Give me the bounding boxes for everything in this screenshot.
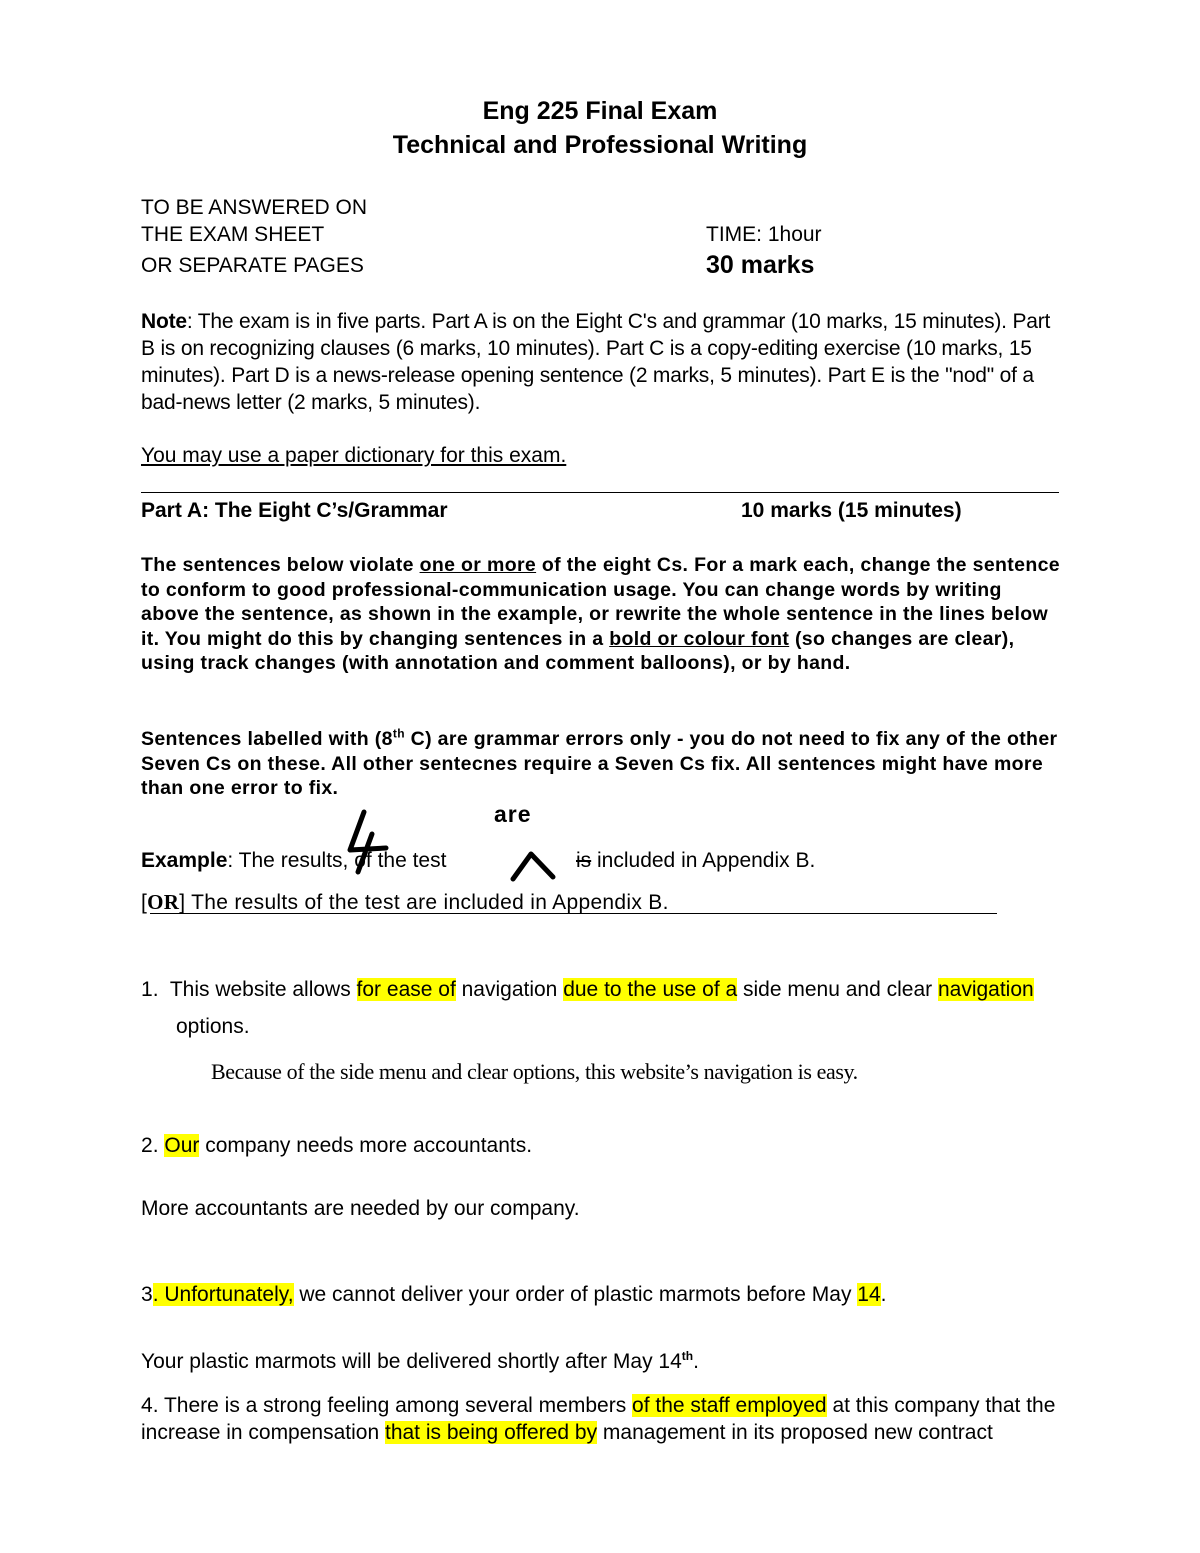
grammar-note-text-2: C) are grammar errors only - you do not need to fix any of the other Seven Cs on these. All other sentecnes require a Seven Cs fix. All sentences might have more than one error to fix. xyxy=(141,728,1058,800)
question-number: 4 xyxy=(141,1394,153,1417)
grammar-note xyxy=(141,727,1061,801)
exam-subtitle: Technical and Professional Writing xyxy=(392,131,808,159)
exam-marks: 30 marks xyxy=(706,251,815,279)
answer-instruction-1: TO BE ANSWERED ON xyxy=(141,196,367,219)
question-number: 2 xyxy=(141,1134,153,1157)
note-text: : The exam is in five parts. Part A is on the Eight C's and grammar (10 marks, 15 minutes). Part B is on recognizing clauses (6 marks, 10 minutes). Part C is a copy-editing exercise (10 marks, 15 minutes). Part D is a news-release opening sentence (2 marks, 5 minutes). Part E is the "nod" of a bad-news letter (2 marks, 5 minutes). xyxy=(141,310,1051,414)
q1-text-1: This website allows xyxy=(169,978,357,1001)
q4-text-3: management in its proposed new contract xyxy=(597,1421,993,1444)
instructions-underlined-1: one or more xyxy=(419,554,537,576)
q1-highlight-2: due to the use of a xyxy=(563,978,738,1001)
struck-word: is xyxy=(576,849,592,872)
q3-answer-end: . xyxy=(693,1350,699,1373)
grammar-note-sup: th xyxy=(392,726,405,741)
question-1-answer: Because of the side menu and clear options, this website’s navigation is easy. xyxy=(211,1059,858,1084)
q2-text-1: company needs more accountants. xyxy=(199,1134,533,1157)
q3-highlight-2: 14 xyxy=(857,1283,881,1306)
q3-text-1: we cannot deliver your order of plastic marmots before May xyxy=(293,1283,858,1306)
q4-text-1: . There is a strong feeling among several members xyxy=(152,1394,633,1417)
question-number: 3 xyxy=(141,1283,153,1306)
q1-highlight-1: for ease of xyxy=(356,978,456,1001)
q2-highlight-1: Our xyxy=(164,1134,200,1157)
dictionary-note: You may use a paper dictionary for this exam. xyxy=(141,444,567,467)
part-a-heading: Part A: The Eight C’s/Grammar xyxy=(141,499,448,522)
example-text-2: of the test xyxy=(348,849,447,872)
question-3 xyxy=(141,1283,887,1307)
instructions-text-1: The sentences below violate xyxy=(141,554,420,576)
or-text: The results of the test are included in Appendix B. xyxy=(185,891,669,914)
grammar-note-text-1: Sentences labelled with (8 xyxy=(141,728,393,750)
q1-text-3: side menu and clear xyxy=(737,978,938,1001)
handwritten-insert: are xyxy=(494,801,532,827)
q3-text-2: . xyxy=(880,1283,887,1306)
example-correction xyxy=(576,849,815,873)
q3-answer-text: Your plastic marmots will be delivered shortly after May 14 xyxy=(141,1350,682,1373)
part-a-instructions xyxy=(141,553,1061,676)
example-underline xyxy=(150,913,997,914)
q3-answer-sup: th xyxy=(681,1349,694,1363)
part-a-marks: 10 marks (15 minutes) xyxy=(741,499,962,522)
q4-highlight-1: of the staff employed xyxy=(632,1394,827,1417)
q1-text-2: navigation xyxy=(455,978,564,1001)
answer-instruction-2: THE EXAM SHEET xyxy=(141,223,325,246)
question-2-answer: More accountants are needed by our company. xyxy=(141,1197,580,1220)
example-text-3: included in Appendix B. xyxy=(591,849,816,872)
example-label: Example xyxy=(141,849,228,872)
caret-insert-mark xyxy=(508,848,558,882)
question-4 xyxy=(141,1392,1066,1446)
question-3-answer xyxy=(141,1350,699,1374)
exam-title: Eng 225 Final Exam xyxy=(482,97,718,125)
exam-note xyxy=(141,308,1061,416)
section-divider xyxy=(141,492,1059,493)
q1-highlight-3: navigation xyxy=(937,978,1034,1001)
example-rewrite: [OR] The results of the test are included in Appendix B. xyxy=(141,890,669,914)
instructions-text-2: of the eight Cs. For a mark each, change the sentence to conform to good professional-communication usage. You can change words by writing above the sentence, as shown in the example, or rewrite the whole sentence in the lines below it. You might do this by changing sentences in a xyxy=(141,554,1060,650)
instructions-text-3: (so changes are clear), using track changes (with annotation and comment balloons), or by hand. xyxy=(141,627,1015,675)
question-1: 1. This website allows for ease of navigation due to the use of a side menu and clear navigation xyxy=(141,978,1034,1001)
example-text-1: : The results, xyxy=(227,849,349,872)
exam-time: TIME: 1hour xyxy=(706,223,822,246)
example-sentence xyxy=(141,849,446,873)
question-number: 1 xyxy=(141,978,153,1001)
note-label: Note xyxy=(141,310,187,333)
question-1-continued: options. xyxy=(176,1015,250,1038)
question-2: 2. Our company needs more accountants. xyxy=(141,1134,533,1157)
q4-highlight-2: that is being offered by xyxy=(384,1421,598,1444)
q4-text-2: at this company that the increase in compensation xyxy=(141,1394,1056,1444)
instructions-underlined-2: bold or colour font xyxy=(609,627,790,650)
q3-highlight-1: . Unfortunately, xyxy=(152,1283,294,1306)
answer-instruction-3: OR SEPARATE PAGES xyxy=(141,254,364,277)
or-label: OR xyxy=(147,890,180,914)
